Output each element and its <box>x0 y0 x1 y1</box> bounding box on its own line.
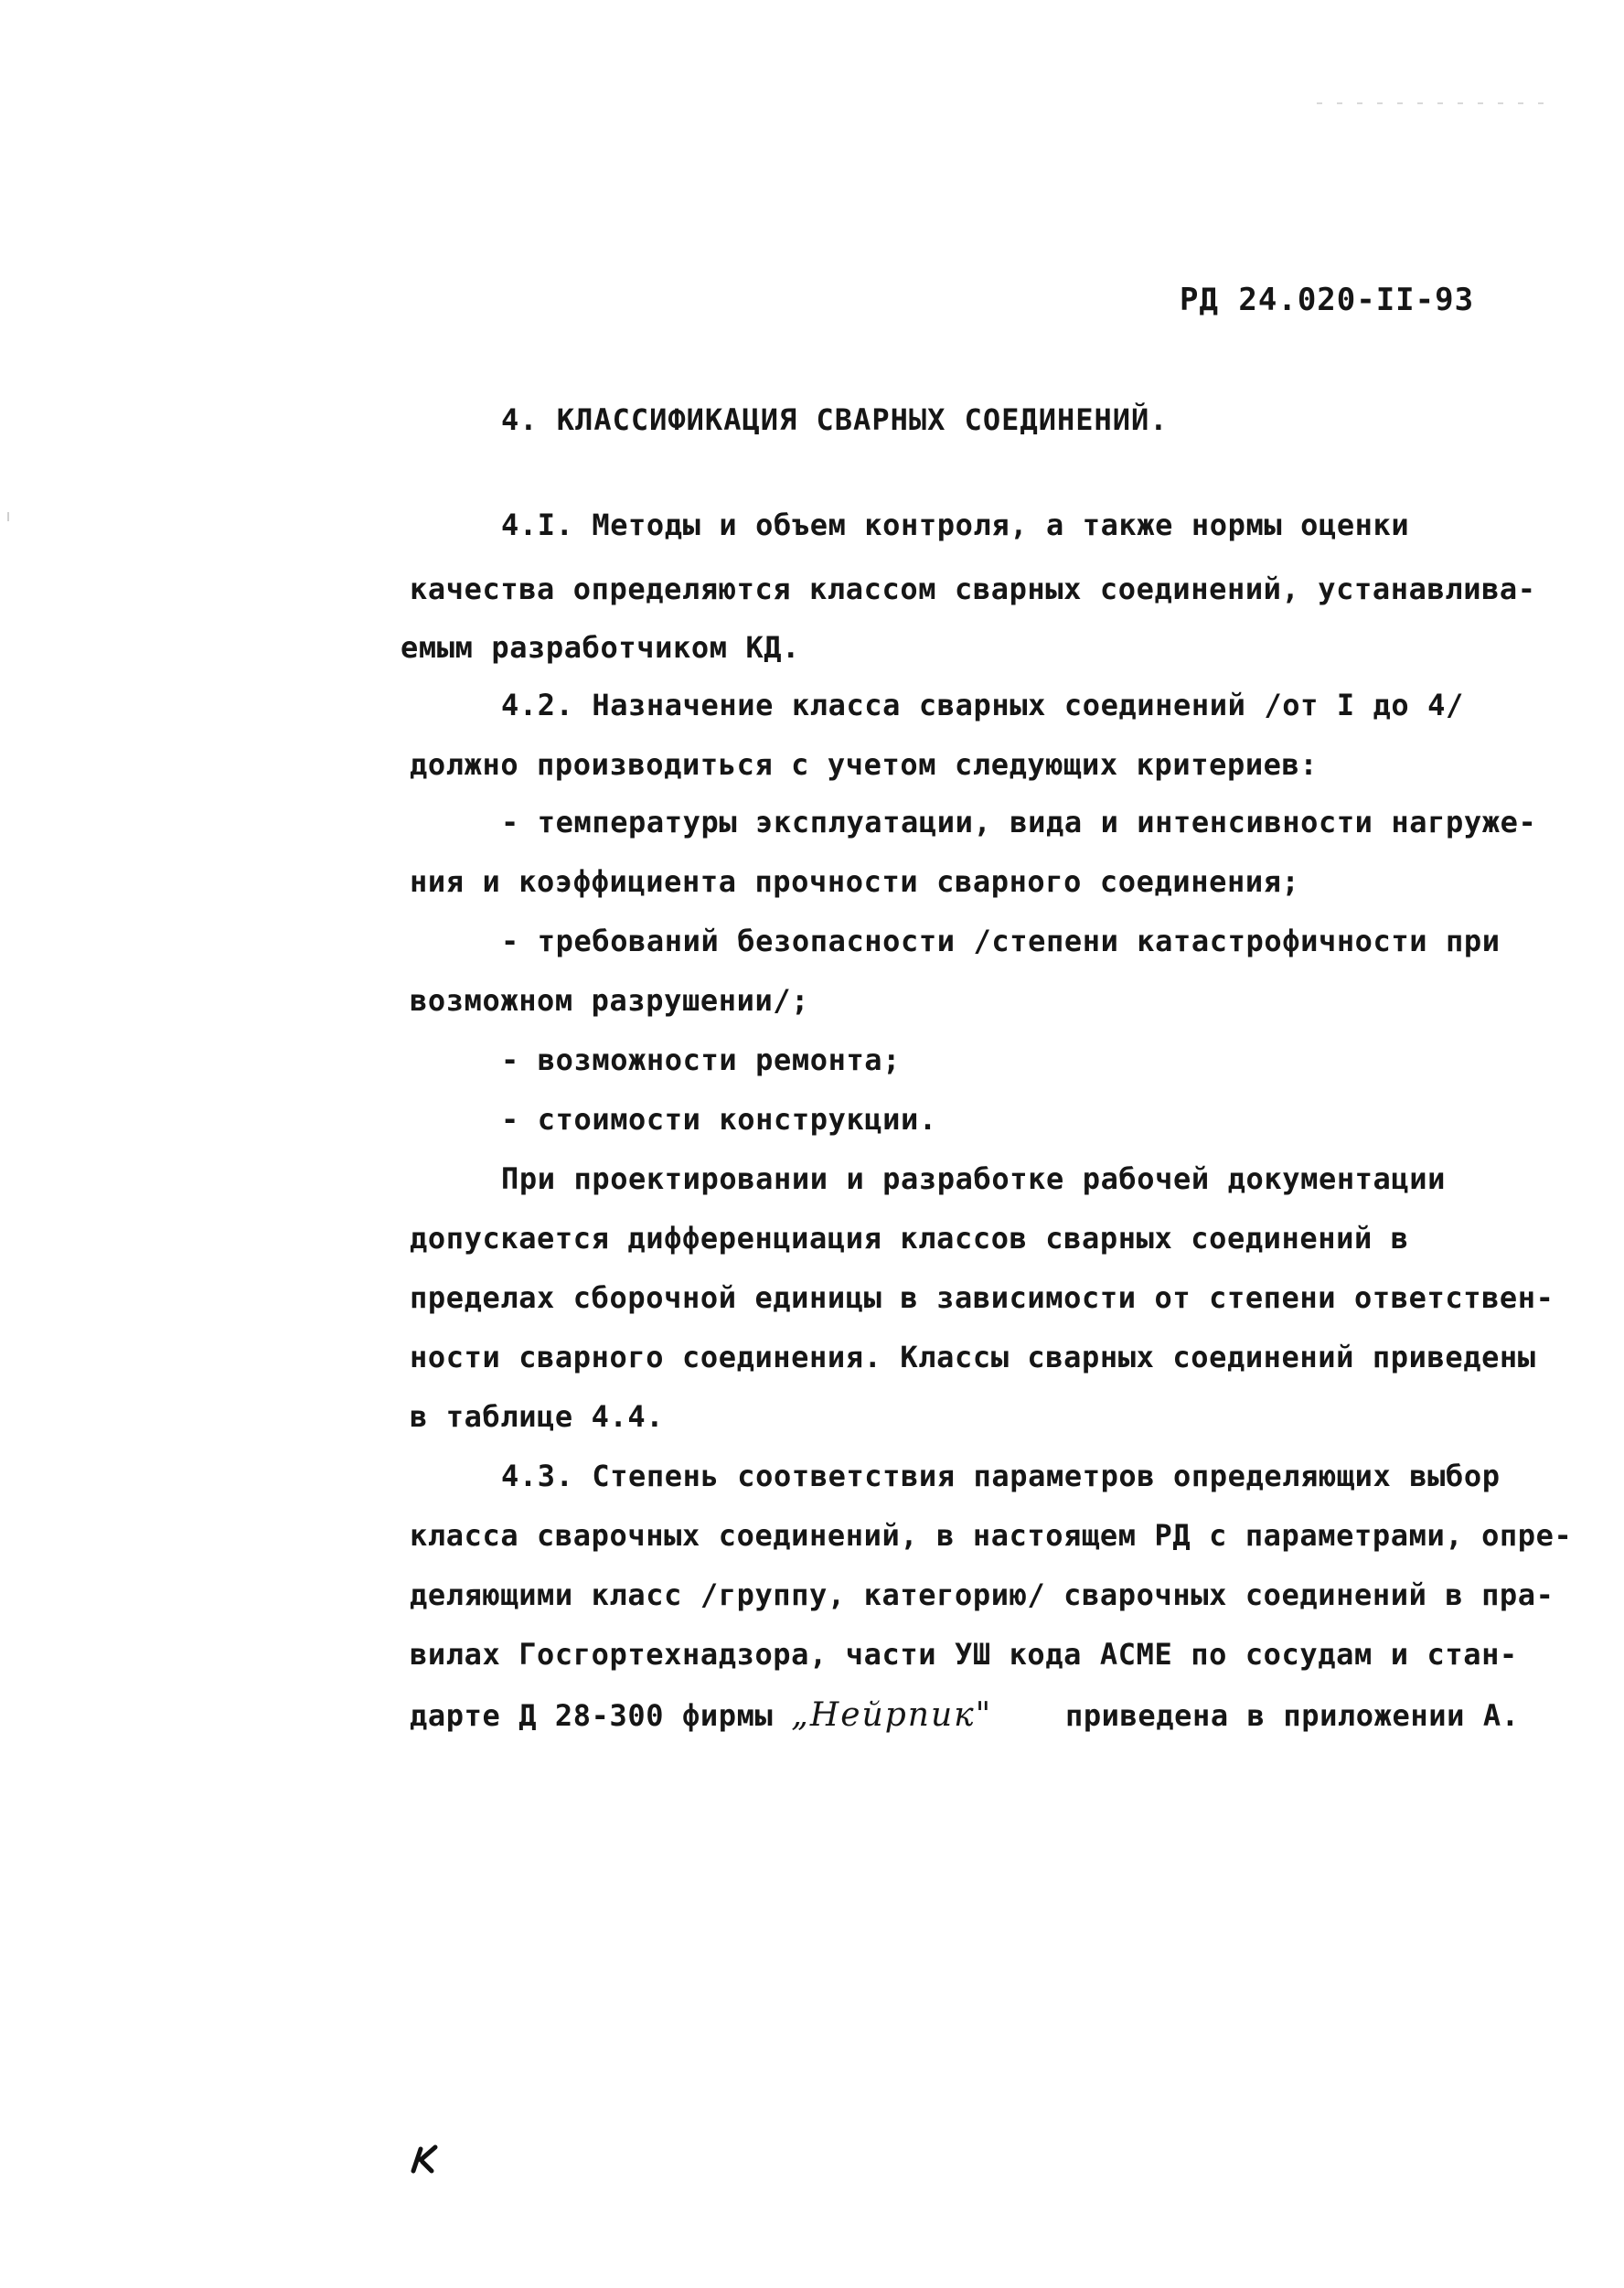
document-code: РД 24.020-II-93 <box>1180 282 1475 318</box>
list-item-line: - требований безопасности /степени катастрофичности при <box>501 924 1501 958</box>
paragraph-line: 4.2. Назначение класса сварных соединений /от I до 4/ <box>501 688 1464 722</box>
line-text-after: приведена в приложении А. <box>1064 1698 1520 1733</box>
scan-artifact <box>7 512 9 521</box>
line-text-before: дарте Д 28-300 фирмы <box>410 1698 774 1733</box>
paragraph-line: 4.3. Степень соответствия параметров определяющих выбор <box>501 1459 1501 1493</box>
handwritten-check-mark-icon <box>408 2140 444 2176</box>
paragraph-line: 4.I. Методы и объем контроля, а также нормы оценки <box>501 508 1410 542</box>
paragraph-line: качества определяются классом сварных соединений, устанавлива- <box>410 572 1536 606</box>
paragraph-line: ности сварного соединения. Классы сварных соединений приведены <box>410 1340 1536 1374</box>
list-item-line: - стоимости конструкции. <box>501 1102 937 1137</box>
paragraph-line: емым разработчиком КД. <box>401 630 801 665</box>
paragraph-line: пределах сборочной единицы в зависимости от степени ответствен- <box>410 1280 1555 1315</box>
paragraph-line: класса сварочных соединений, в настоящем РД с параметрами, опре- <box>410 1518 1573 1553</box>
list-item-line: ния и коэффициента прочности сварного соединения; <box>410 864 1300 899</box>
handwritten-company-name: „Нейрпик" <box>791 1696 993 1734</box>
paragraph-line: вилах Госгортехнадзора, части УШ кода АСМЕ по сосудам и стан- <box>410 1637 1518 1672</box>
paragraph-line: в таблице 4.4. <box>410 1399 665 1434</box>
paragraph-line <box>410 1696 1520 1734</box>
paragraph-line: деляющими класс /группу, категорию/ сварочных соединений в пра- <box>410 1577 1555 1612</box>
paragraph-line: При проектировании и разработке рабочей документации <box>501 1161 1447 1196</box>
paragraph-line: должно производиться с учетом следующих критериев: <box>410 747 1319 782</box>
list-item-line: - температуры эксплуатации, вида и интенсивности нагруже- <box>501 805 1537 839</box>
paragraph-line: допускается дифференциация классов сварных соединений в <box>410 1221 1409 1256</box>
section-title: 4. КЛАССИФИКАЦИЯ СВАРНЫХ СОЕДИНЕНИЙ. <box>501 402 1169 437</box>
list-item-line: возможном разрушении/; <box>410 983 810 1018</box>
list-item-line: - возможности ремонта; <box>501 1042 902 1077</box>
scan-artifact <box>1317 102 1555 104</box>
